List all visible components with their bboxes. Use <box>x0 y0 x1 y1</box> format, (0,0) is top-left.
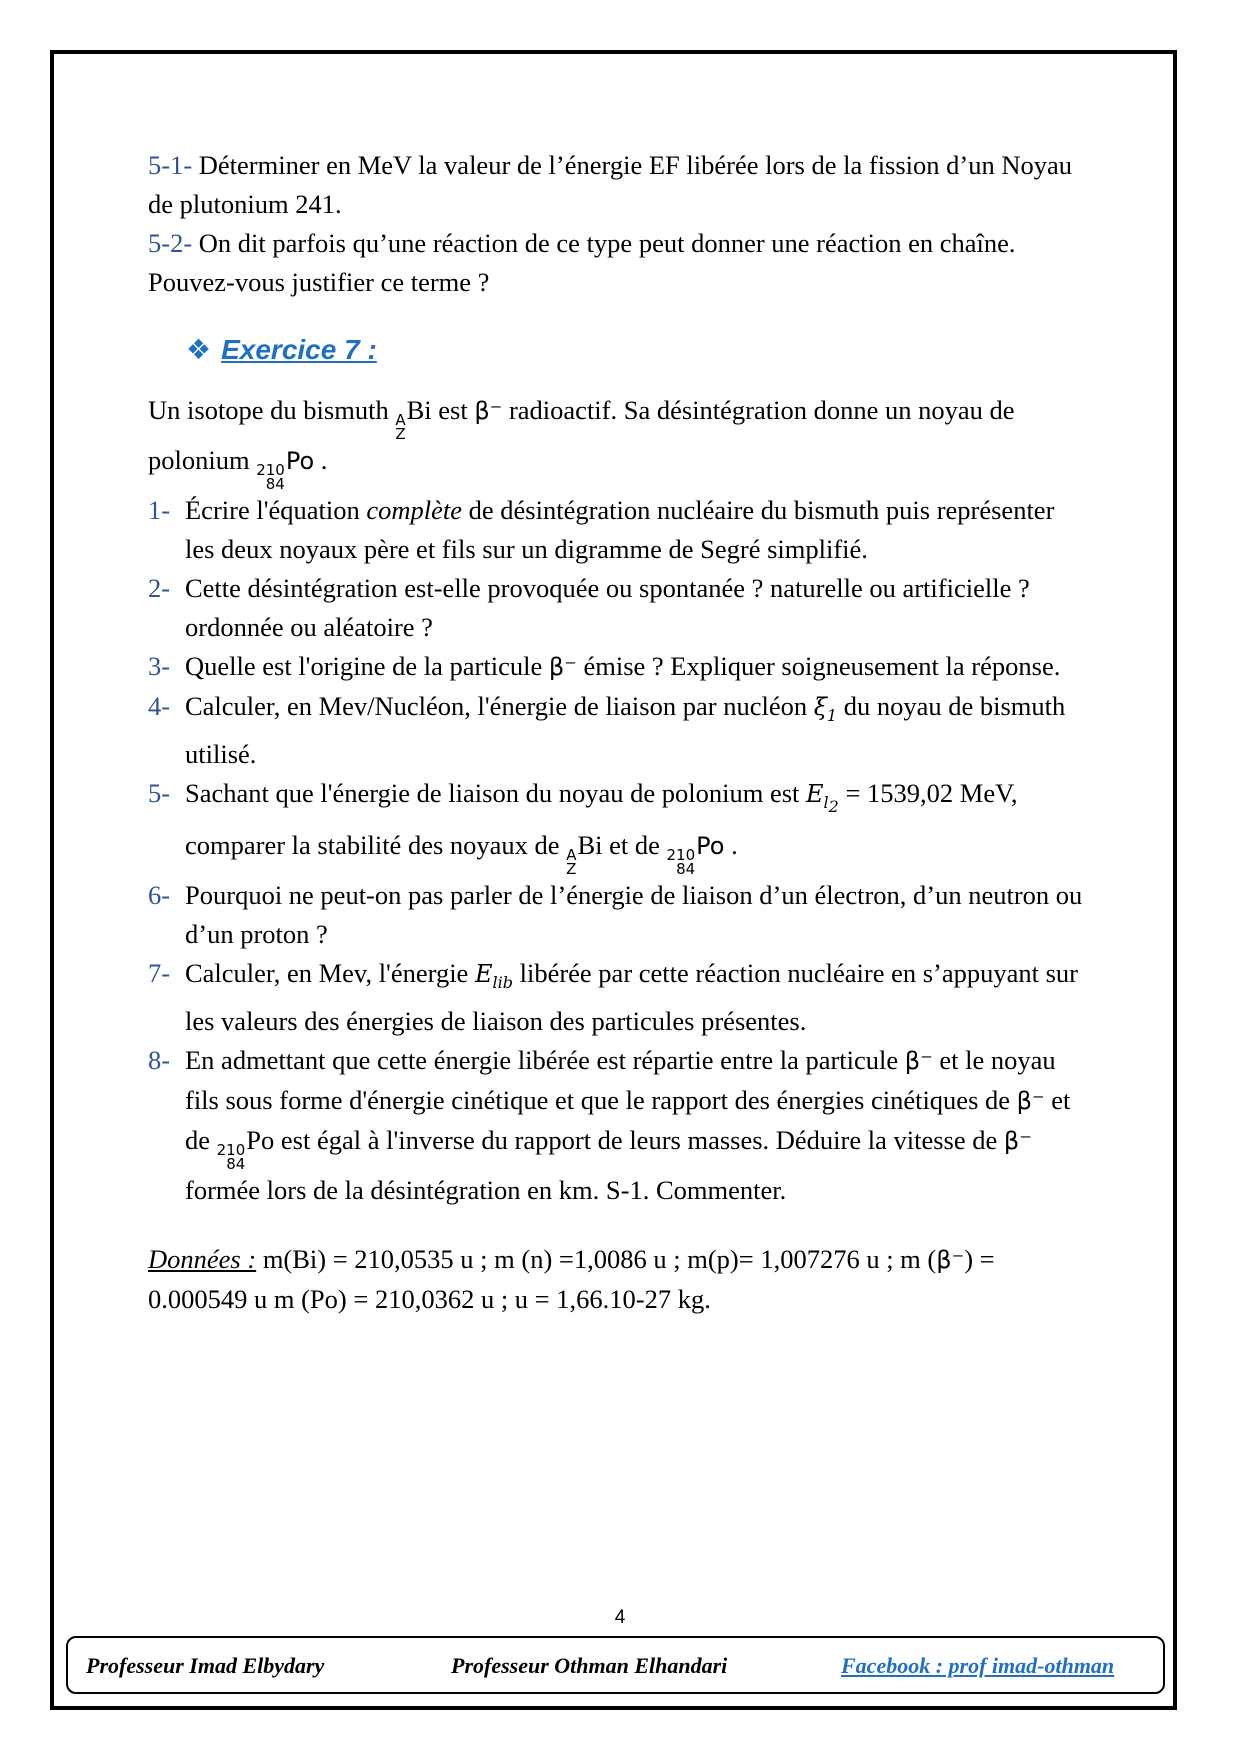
item-number: 7- <box>148 957 171 988</box>
released-energy-symbol <box>474 959 513 992</box>
list-item <box>148 774 1088 876</box>
item-text: Pourquoi ne peut-on pas parler de l’énergie de liaison d’un électron, d’un neutron ou d’un proton ? <box>185 879 1083 949</box>
mass-number: 210 <box>666 845 696 864</box>
item-text: et le noyau fils sous forme d'énergie cinétique et que le rapport des énergies cinétiques de <box>185 1044 1056 1115</box>
exercise-title: Exercice 7 : <box>221 334 377 365</box>
exercise-heading <box>186 330 1088 369</box>
list-item <box>148 954 1088 1041</box>
atomic-number: 84 <box>226 1154 246 1173</box>
item-text: libérée par cette réaction nucléaire en s’appuyant sur les valeurs des énergies de liaison des particules présentes. <box>185 957 1079 1036</box>
footer <box>66 1636 1165 1694</box>
question-list <box>148 491 1088 1210</box>
atomic-number: 84 <box>676 859 696 878</box>
item-number: 1- <box>148 495 171 525</box>
item-text: . <box>724 829 738 860</box>
item-text: Calculer, en Mev/Nucléon, l'énergie de liaison par nucléon <box>185 691 814 721</box>
beta-minus-symbol: β⁻ <box>904 1046 933 1075</box>
item-text: et de <box>185 1084 1071 1155</box>
element-symbol: Po <box>246 1124 275 1155</box>
xi-symbol: ξ <box>813 693 827 721</box>
bismuth-nuclide <box>395 413 405 441</box>
item-text: Calculer, en Mev, l'énergie <box>185 957 475 988</box>
binding-energy-symbol <box>806 779 839 816</box>
footer-facebook-link[interactable]: Facebook : prof imad-othman <box>841 1653 1115 1678</box>
list-item <box>148 687 1088 774</box>
energy-subscript: lib <box>492 972 513 992</box>
item-number: 4- <box>148 691 171 721</box>
polonium-nuclide <box>216 1140 246 1173</box>
item-text: formée lors de la désintégration en km. S-1. Commenter. <box>185 1174 787 1205</box>
beta-minus-symbol: β⁻ <box>1016 1086 1045 1115</box>
statement-text: radioactif. Sa désintégration donne un noyau de polonium <box>148 395 1015 475</box>
item-emphasis: complète <box>366 495 463 525</box>
item-text: Quelle est l'origine de la particule <box>185 651 549 681</box>
diamond-bullet-icon: ❖ <box>186 334 212 365</box>
atomic-number: 84 <box>265 475 285 493</box>
data-text: ) = 0.000549 u m (Po) = 210,0362 u ; u = 1,66.10-27 kg. <box>148 1243 995 1314</box>
list-item <box>148 491 1088 569</box>
question-5-1 <box>148 146 1088 224</box>
element-symbol: Po <box>696 831 725 860</box>
list-item <box>148 876 1088 954</box>
energy-sub-subscript: 2 <box>828 796 839 816</box>
exercise-statement <box>148 391 1088 491</box>
mass-number: A <box>395 411 406 429</box>
list-item <box>148 1041 1088 1210</box>
energy-subscript: l <box>823 792 829 812</box>
question-text: On dit parfois qu’une réaction de ce type peut donner une réaction en chaîne. Pouvez-vous justifier ce terme ? <box>148 228 1016 297</box>
item-text: est égal à l'inverse du rapport de leurs masses. Déduire la vitesse de <box>274 1124 1004 1155</box>
item-text: du noyau de bismuth utilisé. <box>185 691 1066 769</box>
item-text: et de <box>602 829 667 860</box>
polonium-nuclide <box>256 463 285 491</box>
statement-text: est <box>431 395 475 425</box>
element-symbol: Bi <box>406 395 432 425</box>
beta-minus-symbol: β⁻ <box>1003 1126 1032 1155</box>
footer-author-2: Professeur Othman Elhandari <box>451 1653 728 1678</box>
atomic-number: Z <box>395 425 406 443</box>
item-text: En admettant que cette énergie libérée est répartie entre la particule <box>185 1044 905 1075</box>
item-text: de désintégration nucléaire du bismuth puis représenter les deux noyaux père et fils sur un digramme de Segré simplifié. <box>185 495 1055 564</box>
question-text: Déterminer en MeV la valeur de l’énergie EF libérée lors de la fission d’un Noyau de plutonium 241. <box>148 150 1073 219</box>
list-item <box>148 647 1088 687</box>
beta-minus-symbol: β⁻ <box>936 1245 965 1274</box>
item-number: 8- <box>148 1044 171 1075</box>
mass-number: 210 <box>256 461 285 479</box>
beta-minus-symbol: β⁻ <box>548 653 577 681</box>
item-text: = 1539,02 MeV, comparer la stabilité des noyaux de <box>185 777 1018 860</box>
element-symbol: Bi <box>577 829 603 860</box>
item-text: Écrire l'équation <box>185 495 367 525</box>
polonium-nuclide <box>666 845 696 878</box>
data-text: m(Bi) = 210,0535 u ; m (n) =1,0086 u ; m(p)= 1,007276 u ; m ( <box>256 1243 937 1274</box>
item-number: 6- <box>148 879 171 910</box>
statement-text: Un isotope du bismuth <box>148 395 396 425</box>
list-item <box>148 569 1088 647</box>
question-number: 5-1- <box>148 150 193 180</box>
item-text: Cette désintégration est-elle provoquée ou spontanée ? naturelle ou artificielle ? ordonnée ou aléatoire ? <box>185 573 1030 642</box>
item-number: 5- <box>148 777 171 808</box>
question-number: 5-2- <box>148 228 193 258</box>
item-number: 3- <box>148 651 171 681</box>
atomic-number: Z <box>566 859 577 878</box>
xi-subscript: 1 <box>826 705 838 725</box>
binding-energy-per-nucleon-symbol <box>813 693 838 725</box>
footer-author-1: Professeur Imad Elbydary <box>86 1653 325 1678</box>
mass-number: A <box>566 845 577 864</box>
page-number: 4 <box>614 1607 626 1628</box>
mass-number: 210 <box>216 1140 246 1159</box>
document-content <box>148 146 1088 1319</box>
element-symbol: Po <box>285 447 315 475</box>
data-label: Données : <box>148 1243 257 1274</box>
statement-text: . <box>314 445 328 475</box>
bismuth-nuclide <box>566 845 577 878</box>
item-text: Sachant que l'énergie de liaison du noyau de polonium est <box>185 777 807 808</box>
energy-symbol: E <box>806 779 824 808</box>
energy-symbol: E <box>474 959 493 988</box>
question-5-2 <box>148 224 1088 302</box>
item-text: émise ? Expliquer soigneusement la réponse. <box>576 651 1061 681</box>
item-number: 2- <box>148 573 171 603</box>
beta-minus-symbol: β⁻ <box>474 397 503 425</box>
given-data <box>148 1240 1088 1319</box>
